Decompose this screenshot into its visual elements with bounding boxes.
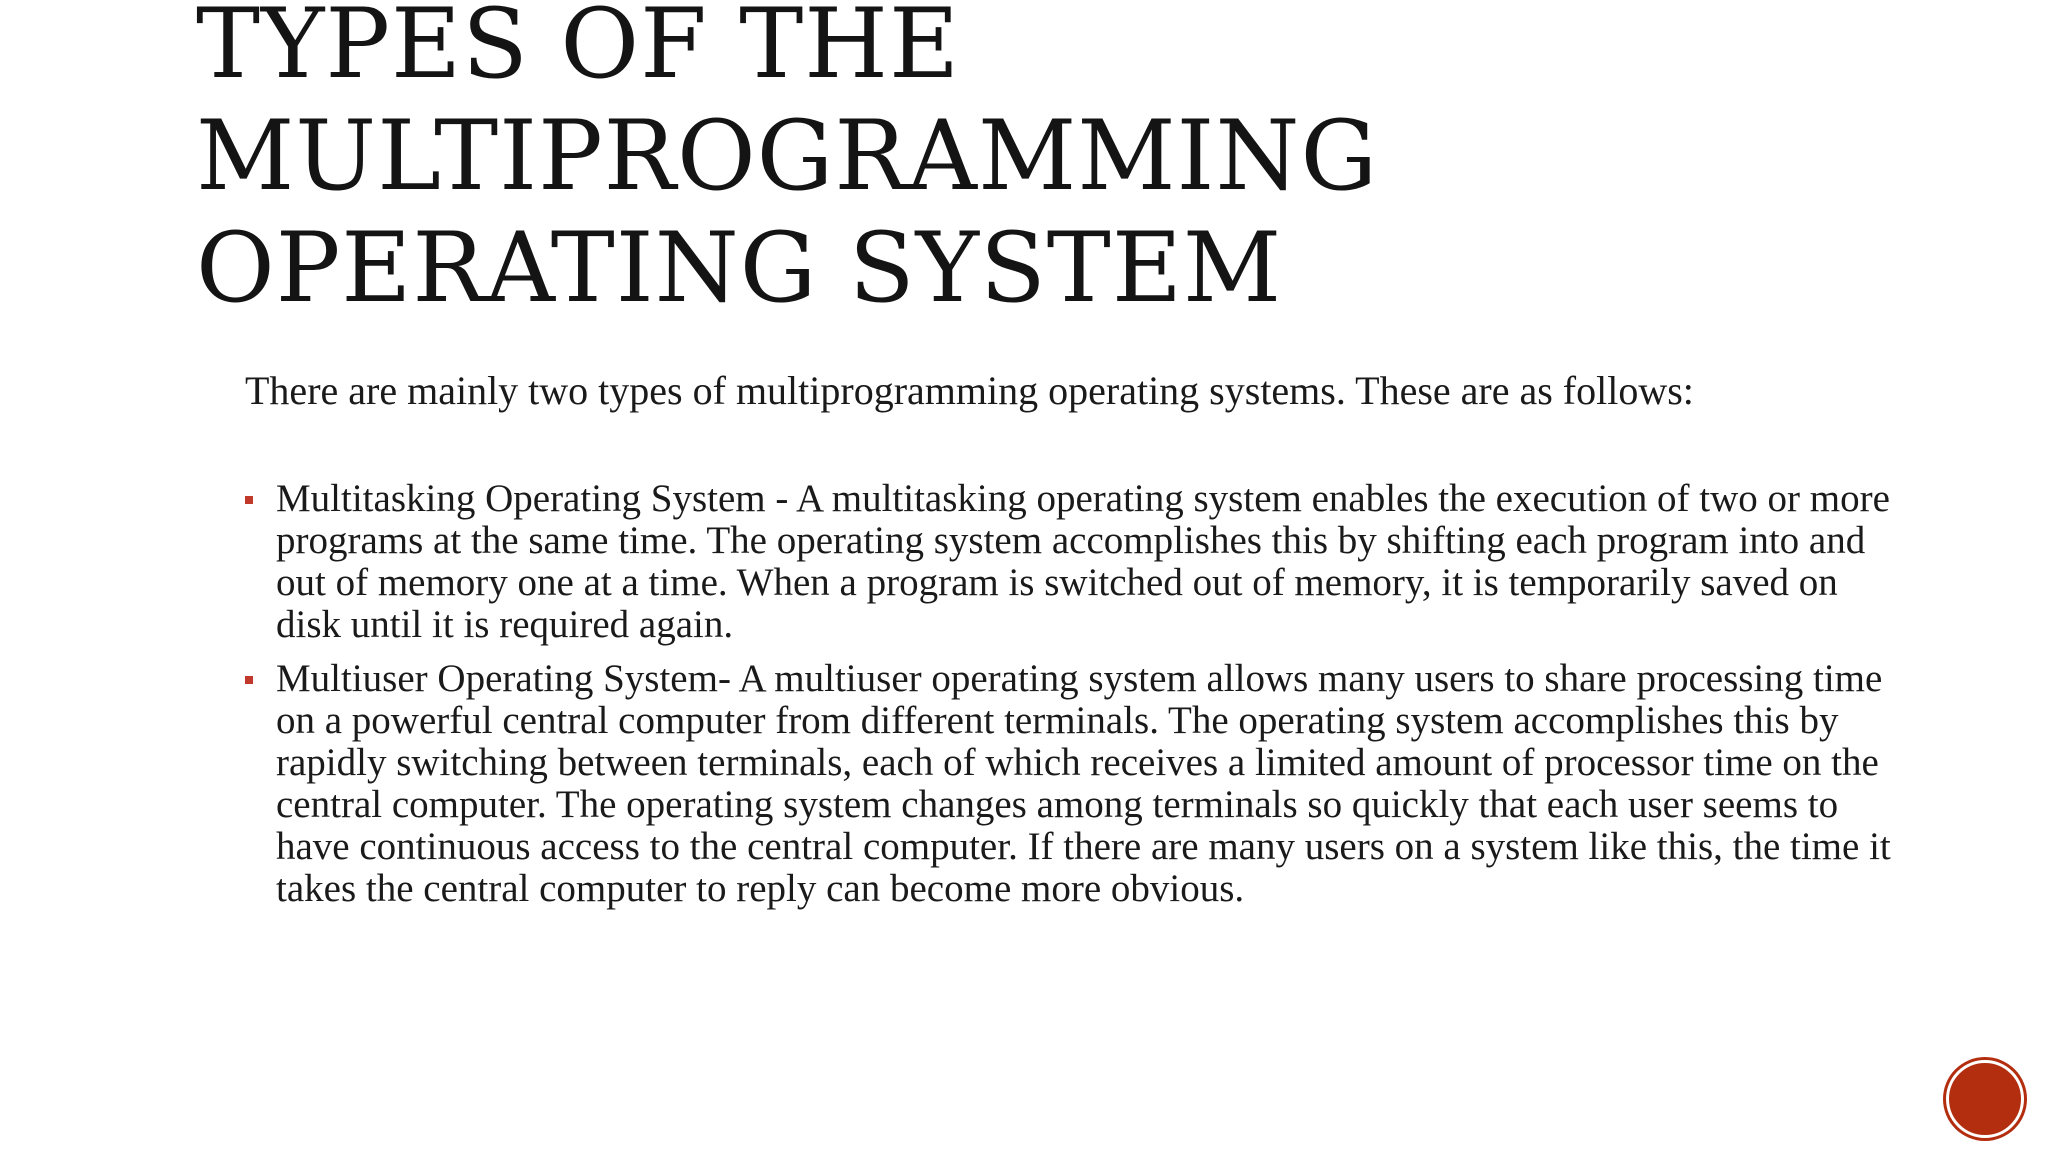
circle-nav-icon[interactable] [1946, 1060, 2024, 1138]
bullet-list [245, 478, 1895, 910]
title-line-3: OPERATING SYSTEM [196, 212, 1283, 324]
slide-title [196, 0, 1696, 324]
bullet-item-multiuser [245, 658, 1895, 910]
square-bullet-icon [245, 676, 253, 684]
bullet-text: Multitasking Operating System - A multitasking operating system enables the execution of two or more programs at the same time. The operating system accomplishes this by shifting each program into and out of memory one at a time. When a program is switched out of memory, it is temporarily saved on disk until it is required again. [276, 477, 1890, 646]
slide-content [245, 368, 1895, 922]
title-line-2: MULTIPROGRAMMING [196, 100, 1379, 212]
intro-text: There are mainly two types of multiprogramming operating systems. These are as follows: [245, 368, 1694, 413]
title-line-1: TYPES OF THE [196, 0, 961, 100]
square-bullet-icon [245, 496, 253, 504]
bullet-item-multitasking [245, 478, 1895, 646]
bullet-text: Multiuser Operating System- A multiuser operating system allows many users to share processing time on a powerful central computer from different terminals. The operating system accomplishes this by rapidly switching between terminals, each of which receives a limited amount of processor time on the central computer. The operating system changes among terminals so quickly that each user seems to have continuous access to the central computer. If there are many users on a system like this, the time it takes the central computer to reply can become more obvious. [276, 657, 1891, 910]
